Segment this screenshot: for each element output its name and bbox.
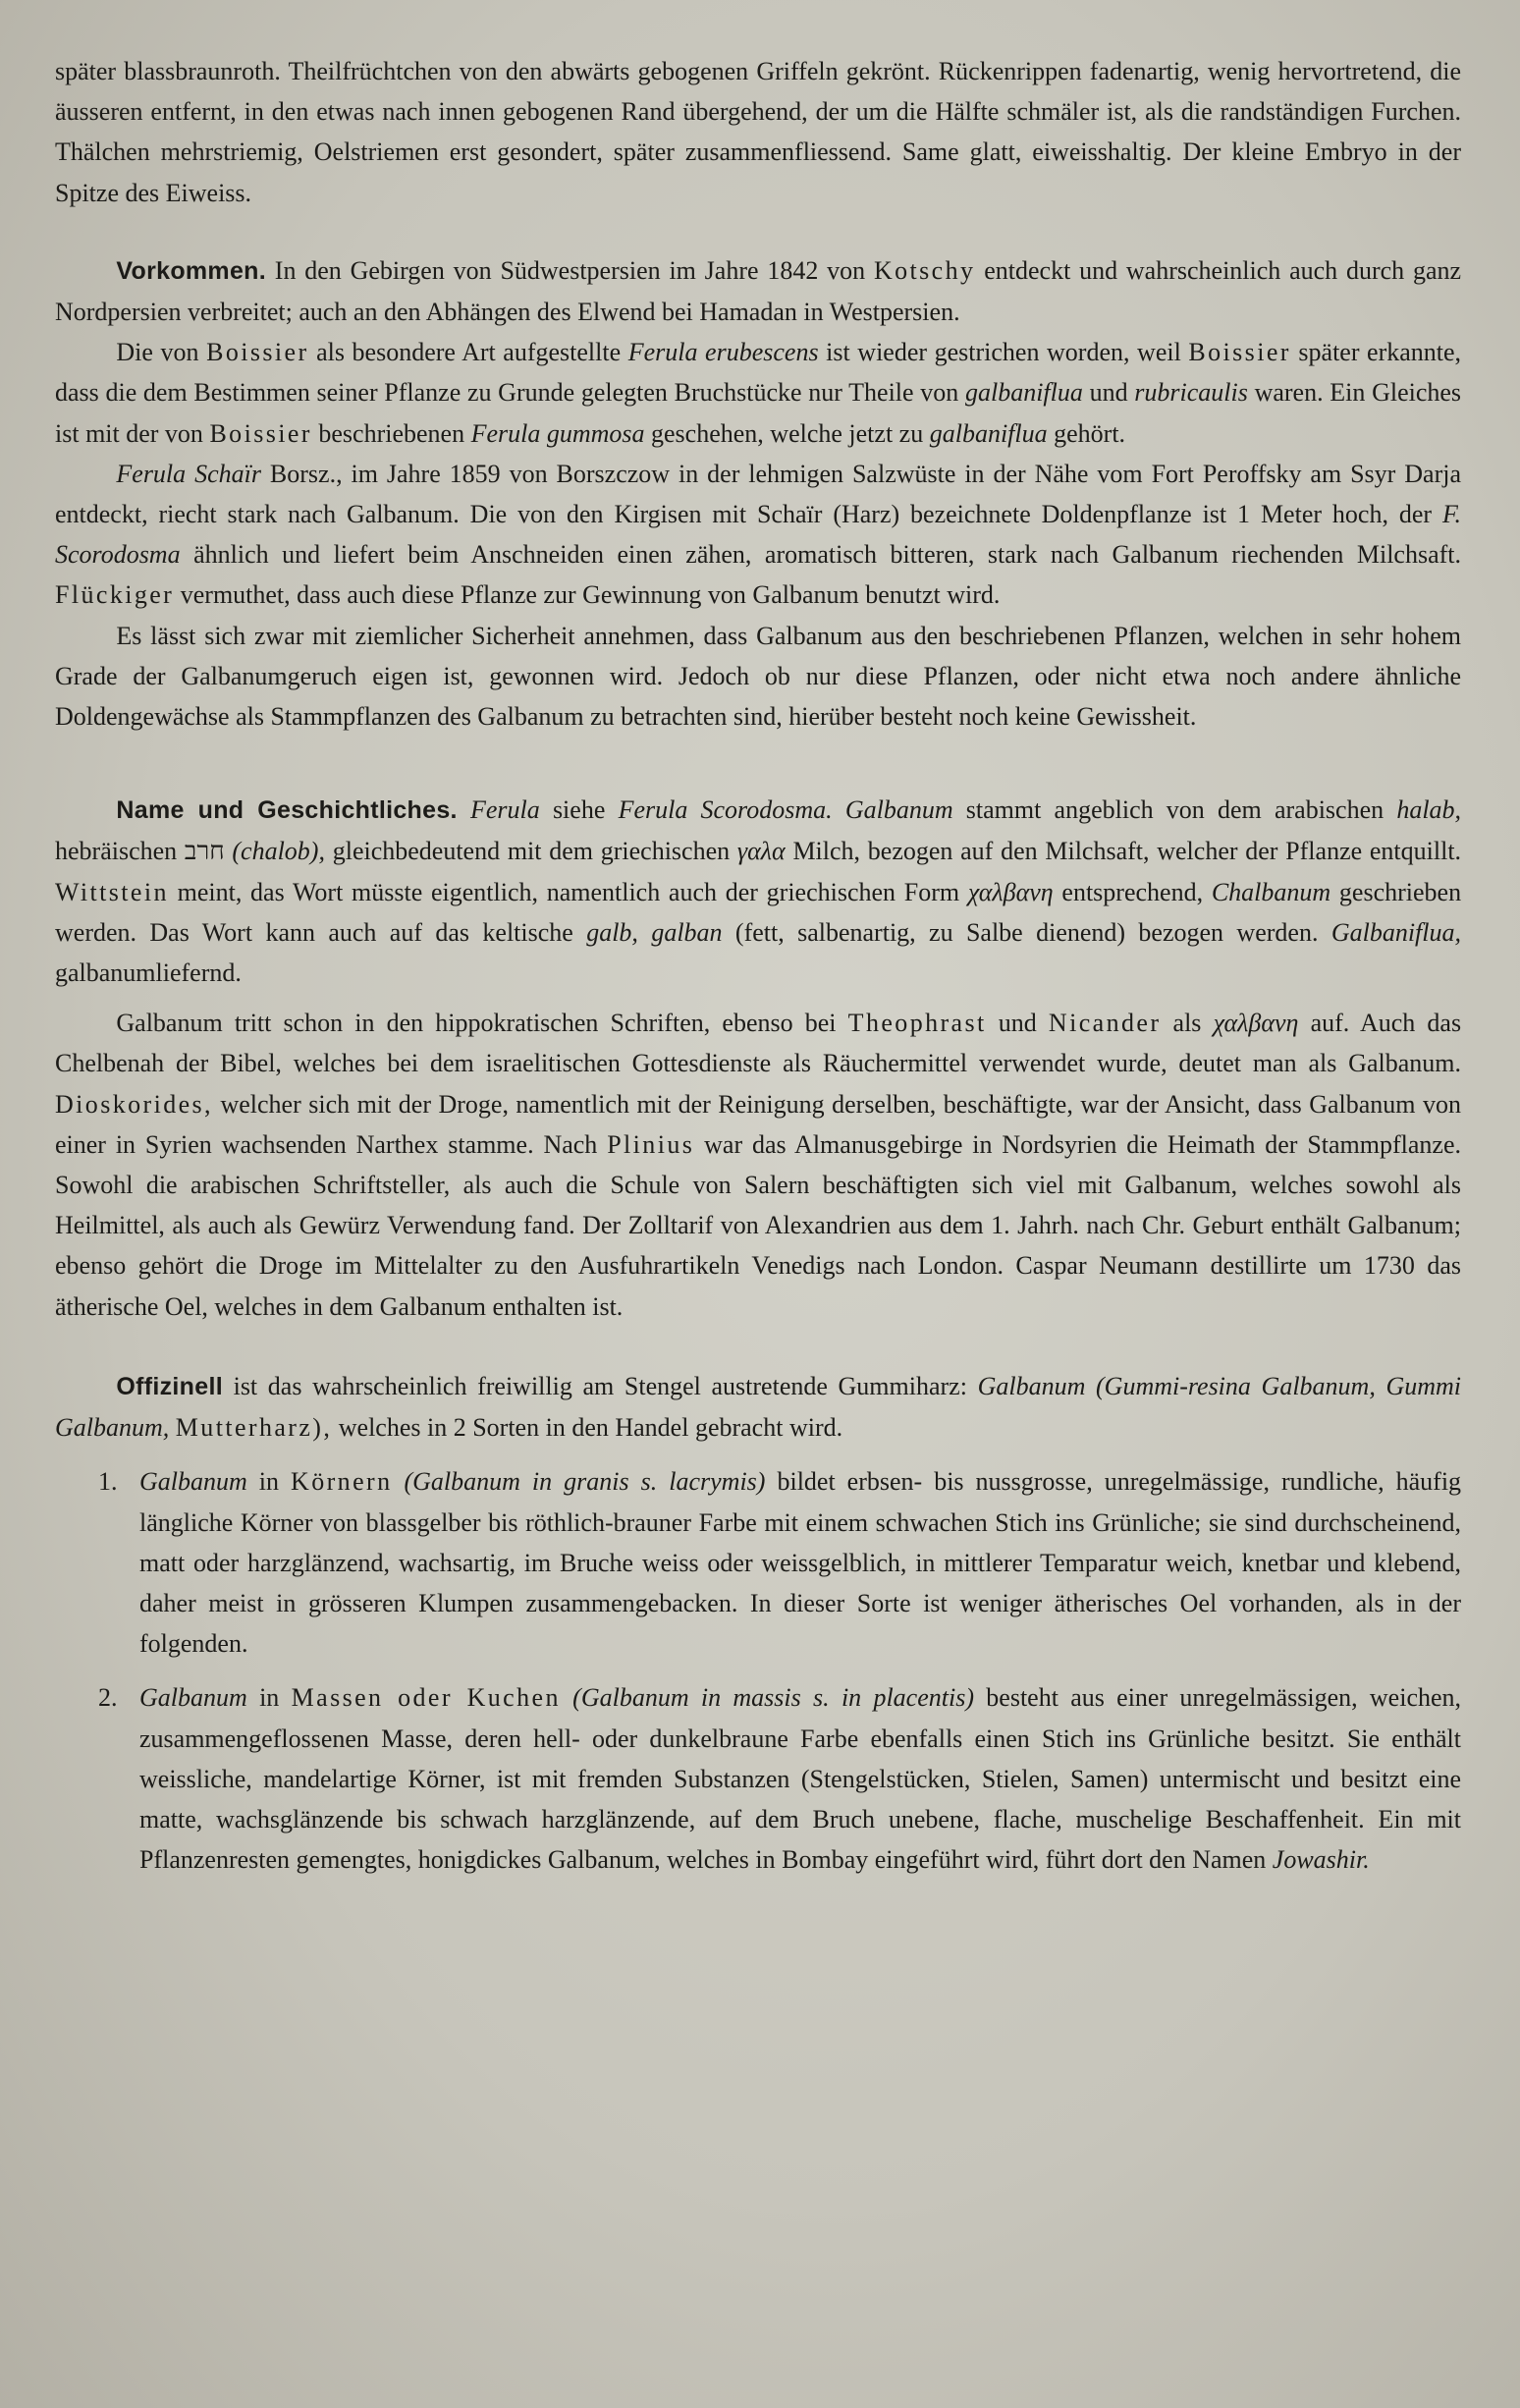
greek-word: γαλα [736, 837, 786, 866]
vorkommen-paragraph-3: Ferula Schaïr Borsz., im Jahre 1859 von Borszczow in der lehmigen Salzwüste in der Nähe vom Fort Peroffsky am Ssyr Darja entdeckt, riecht stark nach Galbanum. Die von den Kirgisen mit Schaïr (Harz) bezeichnete Doldenpflanze ist 1 Meter hoch, der F. Scorodosma ähnlich und liefert beim Anschneiden einen zähen, aromatisch bitteren, stark nach Galbanum riechenden Milchsaft. Flückiger vermuthet, dass auch diese Pflanze zur Gewinnung von Galbanum benutzt wird. [55, 459, 1462, 610]
list-number: 1. [98, 1467, 118, 1497]
vorkommen-paragraph-2: Die von Boissier als besondere Art aufgestellte Ferula erubescens ist wieder gestrichen worden, weil Boissier später erkannte, dass die dem Bestimmen seiner Pflanze zu Grunde gelegten Bruchstücke nur Theile von galbaniflua und rubricaulis waren. Ein Gleiches ist mit der von Boissier beschriebenen Ferula gummosa geschehen, welche jetzt zu galbaniflua gehört. [55, 338, 1462, 448]
person-name: Boissier [206, 338, 309, 367]
offizinell-heading: Offizinell [116, 1372, 223, 1400]
name-heading: Name und Geschichtliches. [116, 796, 458, 825]
species-name: F. Scorodosma [55, 500, 1461, 570]
vorkommen-paragraph-1: Vorkommen. In den Gebirgen von Südwestpersien im Jahre 1842 von Kotschy entdeckt und wahrscheinlich auch durch ganz Nordpersien verbreitet; auch an den Abhängen des Elwend bei Hamadan in Westpersien. [55, 255, 1462, 327]
vorkommen-paragraph-4: Es lässt sich zwar mit ziemlicher Sicherheit annehmen, dass Galbanum aus den beschriebenen Pflanzen, welchen in sehr hohem Grade der Galbanumgeruch eigen ist, gewonnen wird. Jedoch ob nur diese Pflanzen, oder nicht etwa noch andere ähnliche Doldengewächse als Stammpflanzen des Galbanum zu betrachten sind, hierüber besteht noch keine Gewissheit. [55, 621, 1461, 732]
list-item: 2. Galbanum in Massen oder Kuchen (Galbanum in massis s. in placentis) besteht aus einer unregelmässigen, weichen, zusammengeflossenen Masse, deren hell- oder dunkelbraune Farbe ebenfalls einen Stich ins Grünliche besitzt. Sie enthält weissliche, mandelartige Körner, ist mit fremden Substanzen (Stengelstücken, Stielen, Samen) untermischt und besitzt eine matte, wachsglänzende bis schwach harzglänzende, auf dem Bruch unebene, flache, muschelige Beschaffenheit. Ein mit Pflanzenresten gemengtes, honigdickes Galbanum, welches in Bombay eingeführt wird, führt dort den Namen Jowashir. [139, 1677, 1461, 1880]
species-name: rubricaulis [1134, 378, 1248, 408]
person-name: Boissier [209, 418, 312, 448]
name-paragraph-1: Name und Geschichtliches. Ferula siehe Ferula Scorodosma. Galbanum stammt angeblich von dem arabischen halab, hebräischen חרב (chalob), gleichbedeutend mit dem griechischen γαλα Milch, bezogen auf den Milchsaft, welcher der Pflanze entquillt. Wittstein meint, das Wort müsste eigentlich, namentlich auch der griechischen Form χαλβανη entsprechend, Chalbanum geschrieben werden. Das Wort kann auch auf das keltische galb, galban (fett, salbenartig, zu Salbe dienend) bezogen werden. Galbaniflua, galbanumliefernd. [55, 795, 1462, 988]
person-name: Boissier [1188, 338, 1291, 367]
person-name: Flückiger [55, 580, 175, 610]
offizinell-paragraph: Offizinell ist das wahrscheinlich freiwillig am Stengel austretende Gummiharz: Galbanum (Gummi-resina Galbanum, Gummi Galbanum, Mutterharz), welches in 2 Sorten in den Handel gebracht wird. [55, 1371, 1462, 1443]
person-name: Dioskorides, [55, 1089, 213, 1119]
name-paragraph-2: Galbanum tritt schon in den hippokratischen Schriften, ebenso bei Theophrast und Nicander als χαλβανη auf. Auch das Chelbenah der Bibel, welches bei dem israelitischen Gottesdienste als Räuchermittel verwendet wurde, deutet man als Galbanum. Dioskorides, welcher sich mit der Droge, namentlich mit der Reinigung derselben, beschäftigte, war der Ansicht, dass Galbanum von einer in Syrien wachsenden Narthex stamme. Nach Plinius war das Almanusgebirge in Nordsyrien die Heimath der Stammpflanze. Sowohl die arabischen Schriftsteller, als auch die Schule von Salern beschäftigten sich viel mit Galbanum, welches sowohl als Heilmittel, als auch als Gewürz Verwendung fand. Der Zolltarif von Alexandrien aus dem 1. Jahrh. nach Chr. Geburt enthält Galbanum; ebenso gehört die Droge im Mittelalter zu den Ausfuhrartikeln Venedigs nach London. Caspar Neumann destillirte um 1730 das ätherische Oel, welches in dem Galbanum enthalten ist. [55, 1009, 1462, 1321]
list-number: 2. [98, 1683, 118, 1713]
person-name: Nicander [1048, 1009, 1162, 1038]
person-name: Plinius [607, 1129, 695, 1159]
species-name: galbaniflua [929, 418, 1048, 448]
person-name: Wittstein [55, 877, 169, 906]
person-name: Theophrast [847, 1009, 987, 1038]
list-item: 1. Galbanum in Körnern (Galbanum in granis s. lacrymis) bildet erbsen- bis nussgrosse, unregelmässige, rundliche, häufig längliche Körner von blassgelber bis röthlich-brauner Farbe mit einem schwachen Stich ins Grünliche; sie sind durchscheinend, matt oder harzglänzend, wachsartig, im Bruche weiss oder weissgelblich, in mittlerer Temparatur weich, knetbar und klebend, daher meist in grösseren Klumpen zusammengebacken. In dieser Sorte ist weniger ätherisches Oel vorhanden, als in der folgenden. [139, 1461, 1461, 1664]
person-name: Kotschy [873, 255, 976, 285]
species-name: Ferula erubescens [627, 338, 819, 367]
species-name: galbaniflua [964, 378, 1083, 408]
greek-word: χαλβανη [1213, 1009, 1299, 1038]
sorten-list [55, 1461, 1461, 1880]
intro-paragraph: später blassbraunroth. Theilfrüchtchen von den abwärts gebogenen Griffeln gekrönt. Rückenrippen fadenartig, wenig hervortretend, die äusseren entfernt, in den etwas nach innen gebogenen Rand übergehend, der um die Hälfte schmäler ist, als die randständigen Furchen. Thälchen mehrstriemig, Oelstriemen erst gesondert, später zusammenfliessend. Same glatt, eiweisshaltig. Der kleine Embryo in der Spitze des Eiweiss. [55, 57, 1461, 207]
section-offizinell [55, 1366, 1461, 1880]
vorkommen-heading: Vorkommen. [116, 256, 266, 285]
species-name: Ferula gummosa [470, 418, 645, 448]
section-name-geschichtliches [55, 790, 1461, 1327]
section-vorkommen [55, 250, 1461, 737]
species-name: Ferula Schaïr [116, 459, 261, 488]
hebrew-word: חרב [184, 837, 225, 866]
greek-word: χαλβανη [967, 877, 1054, 906]
